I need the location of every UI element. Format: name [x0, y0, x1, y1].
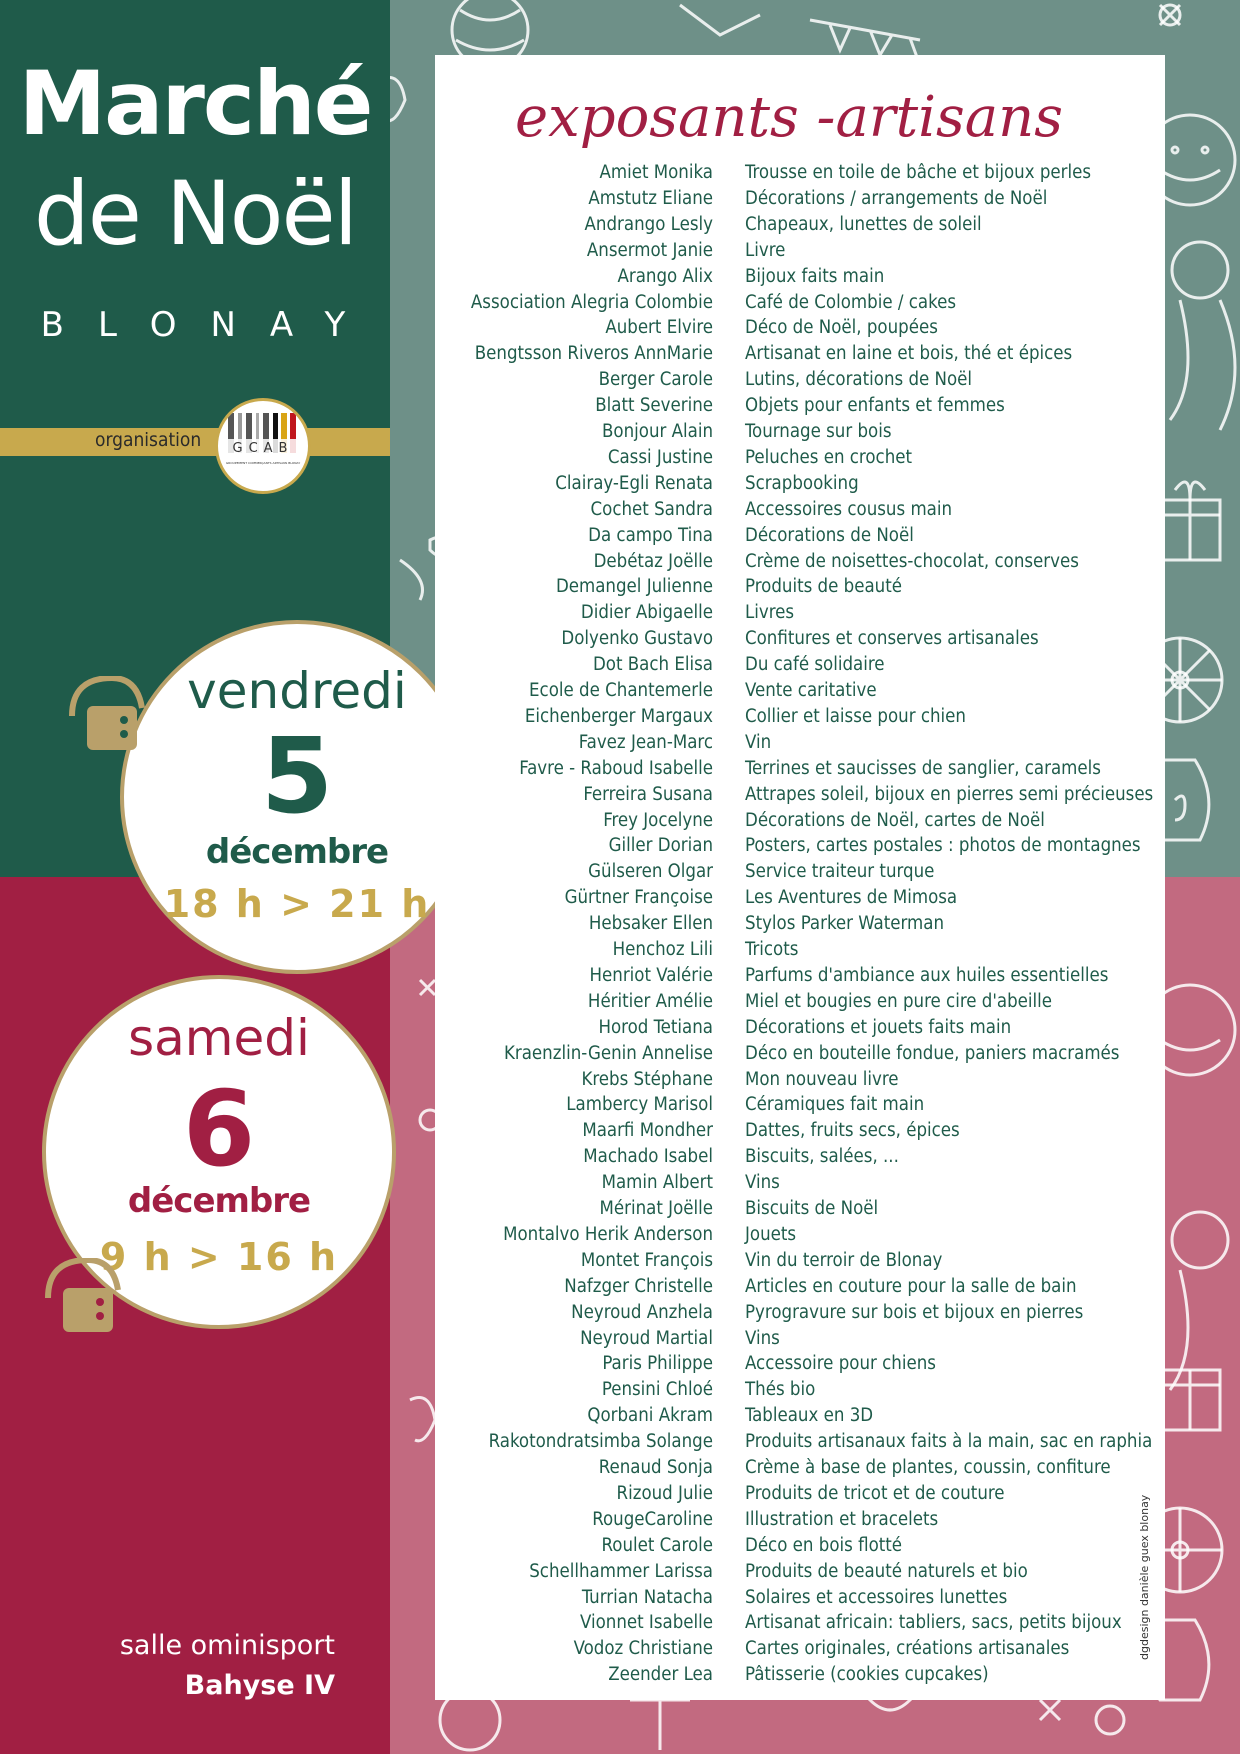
exhibitor-row — [435, 1483, 1165, 1509]
exhibitor-description: Déco en bois flotté — [745, 1534, 903, 1556]
exhibitor-name: Schellhammer Larissa — [529, 1560, 713, 1582]
exhibitor-name: Giller Dorian — [608, 835, 713, 857]
organisation-label: organisation — [95, 429, 202, 451]
exhibitor-row — [435, 421, 1165, 447]
exhibitor-description: Cartes originales, créations artisanales — [745, 1638, 1070, 1660]
exhibitor-description: Tournage sur bois — [745, 421, 892, 442]
exhibitor-row — [435, 1353, 1165, 1379]
exhibitor-row — [435, 913, 1165, 939]
exhibitor-name: Mamin Albert — [601, 1172, 713, 1194]
exhibitor-description: Décorations de Noël, cartes de Noël — [745, 809, 1045, 831]
exhibitor-name: Horod Tetiana — [598, 1016, 713, 1038]
exhibitor-row — [435, 835, 1165, 861]
exhibitor-description: Biscuits de Noël — [745, 1198, 879, 1219]
exhibitor-description: Solaires et accessoires lunettes — [745, 1586, 1008, 1608]
exhibitor-name: Andrango Lesly — [584, 213, 713, 235]
exhibitor-description: Vente caritative — [745, 680, 877, 701]
exhibitor-row — [435, 706, 1165, 732]
exhibitor-description: Produits de beauté naturels et bio — [745, 1560, 1028, 1582]
exhibitor-row — [435, 1431, 1165, 1457]
exhibitor-name: Ecole de Chantemerle — [529, 680, 713, 701]
exhibitor-name: Montalvo Herik Anderson — [503, 1223, 713, 1245]
exhibitor-description: Articles en couture pour la salle de bain — [745, 1275, 1077, 1297]
exhibitor-description: Livre — [745, 239, 786, 261]
exhibitor-description: Tableaux en 3D — [745, 1405, 874, 1427]
gcab-logo — [215, 398, 311, 494]
exhibitor-name: Héritier Amélie — [587, 990, 713, 1012]
exhibitor-row — [435, 810, 1165, 836]
exhibitor-name: Eichenberger Margaux — [524, 705, 713, 727]
exhibitor-description: Artisanat en laine et bois, thé et épices — [745, 343, 1073, 365]
exhibitor-description: Accessoires cousus main — [745, 498, 953, 520]
exhibitor-description: Chapeaux, lunettes de soleil — [745, 213, 982, 235]
exhibitor-description: Décorations et jouets faits main — [745, 1016, 1012, 1038]
exhibitor-name: Qorbani Akram — [587, 1405, 713, 1427]
exhibitor-name: Favre - Raboud Isabelle — [519, 757, 713, 779]
exhibitor-description: Mon nouveau livre — [745, 1068, 899, 1090]
exhibitor-description: Café de Colombie / cakes — [745, 291, 956, 313]
date-time: 9 h > 16 h — [99, 1235, 339, 1279]
exhibitor-description: Produits de beauté — [745, 576, 902, 598]
exhibitor-name: Nafzger Christelle — [564, 1275, 713, 1297]
exhibitor-row — [435, 1198, 1165, 1224]
exhibitor-name: Pensini Chloé — [601, 1379, 713, 1401]
exhibitor-name: Roulet Carole — [601, 1534, 713, 1556]
exhibitor-description: Artisanat africain: tabliers, sacs, petits bijoux — [745, 1612, 1122, 1634]
date-number: 6 — [182, 1068, 256, 1190]
exhibitor-name: Ansermot Janie — [586, 239, 713, 261]
exhibitor-name: Clairay-Egli Renata — [555, 472, 713, 494]
date-badge-friday — [120, 620, 474, 974]
exhibitor-row — [435, 162, 1165, 188]
exhibitor-row — [435, 292, 1165, 318]
exhibitor-name: Gürtner Françoise — [564, 887, 713, 909]
exhibitor-row — [435, 473, 1165, 499]
exhibitor-name: Aubert Elvire — [605, 317, 713, 339]
exhibitor-row — [435, 1328, 1165, 1354]
exhibitor-name: Mérinat Joëlle — [599, 1198, 713, 1219]
exhibitor-name: Blatt Severine — [595, 395, 713, 417]
exhibitor-name: Cochet Sandra — [590, 498, 713, 520]
event-place: BLONAY — [40, 305, 380, 345]
exhibitor-name: Machado Isabel — [583, 1146, 713, 1168]
exhibitor-name: Neyroud Martial — [580, 1327, 713, 1349]
exhibitor-name: Rizoud Julie — [616, 1482, 713, 1504]
exhibitor-name: Vodoz Christiane — [573, 1638, 713, 1660]
exhibitor-name: Frey Jocelyne — [603, 809, 713, 831]
exhibitor-description: Stylos Parker Waterman — [745, 913, 945, 935]
gcab-logo-subtext: GROUPEMENT COMMERÇANTS ARTISANS BLONAY — [225, 461, 301, 465]
exhibitor-name: Vionnet Isabelle — [579, 1612, 713, 1634]
exhibitor-row — [435, 1120, 1165, 1146]
exhibitor-name: Kraenzlin-Genin Annelise — [503, 1042, 713, 1064]
exhibitor-name: Cassi Justine — [607, 446, 713, 468]
exhibitor-description: Miel et bougies en pure cire d'abeille — [745, 990, 1053, 1012]
exhibitor-description: Déco en bouteille fondue, paniers macramés — [745, 1042, 1120, 1064]
exhibitor-row — [435, 1509, 1165, 1535]
exhibitor-row — [435, 343, 1165, 369]
exhibitor-row — [435, 1250, 1165, 1276]
exhibitor-name: Berger Carole — [598, 369, 713, 391]
exhibitor-description: Collier et laisse pour chien — [745, 705, 966, 727]
date-number: 5 — [260, 715, 334, 837]
exhibitor-row — [435, 447, 1165, 473]
exhibitor-row — [435, 1664, 1165, 1690]
exhibitor-description: Décorations de Noël — [745, 524, 914, 546]
event-title-line1: Marché — [18, 52, 372, 155]
exhibitor-name: Krebs Stéphane — [581, 1068, 713, 1090]
exhibitor-row — [435, 680, 1165, 706]
exhibitor-row — [435, 266, 1165, 292]
exhibitor-row — [435, 1535, 1165, 1561]
exhibitor-row — [435, 732, 1165, 758]
exhibitor-description: Illustration et bracelets — [745, 1508, 939, 1530]
exhibitor-name: Henriot Valérie — [589, 964, 713, 986]
exhibitor-row — [435, 369, 1165, 395]
exhibitor-description: Vins — [745, 1327, 780, 1349]
date-time: 18 h > 21 h — [163, 882, 431, 926]
exhibitor-description: Bijoux faits main — [745, 265, 885, 287]
exhibitor-row — [435, 188, 1165, 214]
exhibitor-name: Turrian Natacha — [581, 1586, 713, 1608]
exhibitor-description: Posters, cartes postales : photos de montagnes — [745, 835, 1141, 857]
exhibitor-name: Amstutz Eliane — [588, 187, 713, 209]
exhibitor-description: Céramiques fait main — [745, 1094, 925, 1116]
exhibitor-row — [435, 1561, 1165, 1587]
exhibitor-description: Confitures et conserves artisanales — [745, 628, 1039, 650]
exhibitor-description: Vin — [745, 731, 772, 753]
ornament-bauble-icon — [62, 676, 152, 756]
exhibitor-name: Demangel Julienne — [555, 576, 713, 598]
exhibitor-name: Gülseren Olgar — [588, 861, 713, 883]
ornament-bauble-icon — [38, 1258, 128, 1338]
exhibitor-row — [435, 1612, 1165, 1638]
exhibitor-name: Renaud Sonja — [598, 1457, 713, 1478]
exhibitor-row — [435, 1379, 1165, 1405]
exhibitor-row — [435, 628, 1165, 654]
exhibitor-row — [435, 240, 1165, 266]
exhibitor-description: Vins — [745, 1172, 780, 1194]
exhibitor-row — [435, 654, 1165, 680]
exhibitor-name: Zeender Lea — [608, 1664, 713, 1686]
exhibitor-description: Objets pour enfants et femmes — [745, 395, 1005, 417]
exhibitor-name: Dot Bach Elisa — [592, 654, 713, 676]
exhibitor-name: Debétaz Joëlle — [593, 550, 713, 572]
exhibitor-description: Pyrogravure sur bois et bijoux en pierres — [745, 1301, 1084, 1323]
exhibitor-row — [435, 1638, 1165, 1664]
exhibitor-row — [435, 317, 1165, 343]
event-title-line2: de Noël — [33, 162, 357, 265]
exhibitor-description: Trousse en toile de bâche et bijoux perles — [745, 162, 1092, 183]
exhibitor-row — [435, 939, 1165, 965]
exhibitor-description: Les Aventures de Mimosa — [745, 887, 958, 909]
exhibitor-name: Paris Philippe — [602, 1353, 713, 1375]
exhibitor-row — [435, 1276, 1165, 1302]
exhibitor-description: Service traiteur turque — [745, 861, 935, 883]
exhibitor-name: Hebsaker Ellen — [588, 913, 713, 935]
exhibitor-name: Amiet Monika — [599, 162, 713, 183]
exhibitor-name: Association Alegria Colombie — [470, 291, 713, 313]
exhibitor-row — [435, 1017, 1165, 1043]
exhibitor-row — [435, 1405, 1165, 1431]
exhibitor-row — [435, 214, 1165, 240]
exhibitor-description: Tricots — [745, 939, 799, 960]
date-day: vendredi — [187, 662, 407, 720]
exhibitor-description: Décorations / arrangements de Noël — [745, 187, 1048, 209]
exhibitor-name: RougeCaroline — [592, 1508, 713, 1530]
exhibitor-name: Dolyenko Gustavo — [561, 628, 713, 650]
exhibitor-description: Jouets — [745, 1223, 797, 1245]
exhibitor-row — [435, 965, 1165, 991]
exhibitor-row — [435, 395, 1165, 421]
exhibitor-description: Déco de Noël, poupées — [745, 317, 938, 339]
exhibitor-name: Bengtsson Riveros AnnMarie — [474, 343, 713, 365]
designer-credit: dgdesign danièle guex blonay — [1138, 1494, 1151, 1660]
exhibitor-row — [435, 1146, 1165, 1172]
exhibitor-description: Produits artisanaux faits à la main, sac en raphia — [745, 1431, 1153, 1453]
exhibitor-description: Thés bio — [745, 1379, 816, 1401]
exhibitor-description: Parfums d'ambiance aux huiles essentielles — [745, 964, 1109, 986]
exhibitor-description: Crème de noisettes-chocolat, conserves — [745, 550, 1079, 572]
exhibitor-row — [435, 861, 1165, 887]
exhibitor-name: Ferreira Susana — [583, 783, 713, 805]
exhibitor-description: Lutins, décorations de Noël — [745, 369, 973, 391]
exhibitor-description: Dattes, fruits secs, épices — [745, 1120, 960, 1142]
exhibitor-row — [435, 1094, 1165, 1120]
exhibitor-name: Neyroud Anzhela — [571, 1301, 713, 1323]
exhibitor-row — [435, 1224, 1165, 1250]
exhibitors-panel — [435, 55, 1165, 1700]
exhibitor-description: Scrapbooking — [745, 472, 859, 494]
exhibitor-row — [435, 499, 1165, 525]
exhibitor-description: Du café solidaire — [745, 654, 885, 676]
exhibitor-description: Attrapes soleil, bijoux en pierres semi précieuses — [745, 783, 1154, 805]
exhibitor-row — [435, 576, 1165, 602]
exhibitor-description: Livres — [745, 602, 795, 624]
exhibitor-row — [435, 991, 1165, 1017]
exhibitor-description: Biscuits, salées, ... — [745, 1146, 899, 1168]
exhibitor-name: Rakotondratsimba Solange — [488, 1431, 713, 1453]
exhibitor-name: Maarfi Mondher — [582, 1120, 713, 1142]
exhibitor-row — [435, 1043, 1165, 1069]
exhibitor-description: Peluches en crochet — [745, 446, 913, 468]
gcab-logo-text: GCAB — [232, 441, 294, 456]
exhibitor-name: Arango Alix — [617, 265, 713, 287]
exhibitor-row — [435, 887, 1165, 913]
exhibitor-description: Accessoire pour chiens — [745, 1353, 936, 1375]
exhibitors-heading: exposants -artisans — [515, 85, 1063, 150]
exhibitor-row — [435, 551, 1165, 577]
exhibitor-name: Bonjour Alain — [601, 421, 713, 442]
exhibitor-name: Da campo Tina — [588, 524, 713, 546]
exhibitor-row — [435, 784, 1165, 810]
venue-name: salle ominisport — [119, 1630, 335, 1661]
exhibitor-row — [435, 1069, 1165, 1095]
exhibitor-description: Vin du terroir de Blonay — [745, 1249, 943, 1271]
exhibitor-row — [435, 1172, 1165, 1198]
exhibitor-name: Montet François — [580, 1249, 713, 1271]
venue-address: Bahyse IV — [184, 1670, 335, 1701]
date-day: samedi — [128, 1009, 310, 1067]
exhibitor-description: Produits de tricot et de couture — [745, 1482, 1005, 1504]
exhibitor-name: Lambercy Marisol — [566, 1094, 713, 1116]
exhibitor-row — [435, 525, 1165, 551]
exhibitor-row — [435, 1587, 1165, 1613]
exhibitor-name: Didier Abigaelle — [580, 602, 713, 624]
exhibitor-description: Pâtisserie (cookies cupcakes) — [745, 1664, 989, 1686]
exhibitor-description: Terrines et saucisses de sanglier, caramels — [745, 757, 1101, 779]
exhibitor-name: Henchoz Lili — [612, 939, 713, 960]
exhibitor-name: Favez Jean-Marc — [578, 731, 713, 753]
exhibitor-description: Crème à base de plantes, coussin, confiture — [745, 1457, 1111, 1478]
exhibitor-row — [435, 1457, 1165, 1483]
exhibitor-row — [435, 602, 1165, 628]
date-month: décembre — [205, 832, 389, 872]
date-month: décembre — [127, 1181, 311, 1221]
exhibitor-row — [435, 758, 1165, 784]
exhibitor-row — [435, 1302, 1165, 1328]
